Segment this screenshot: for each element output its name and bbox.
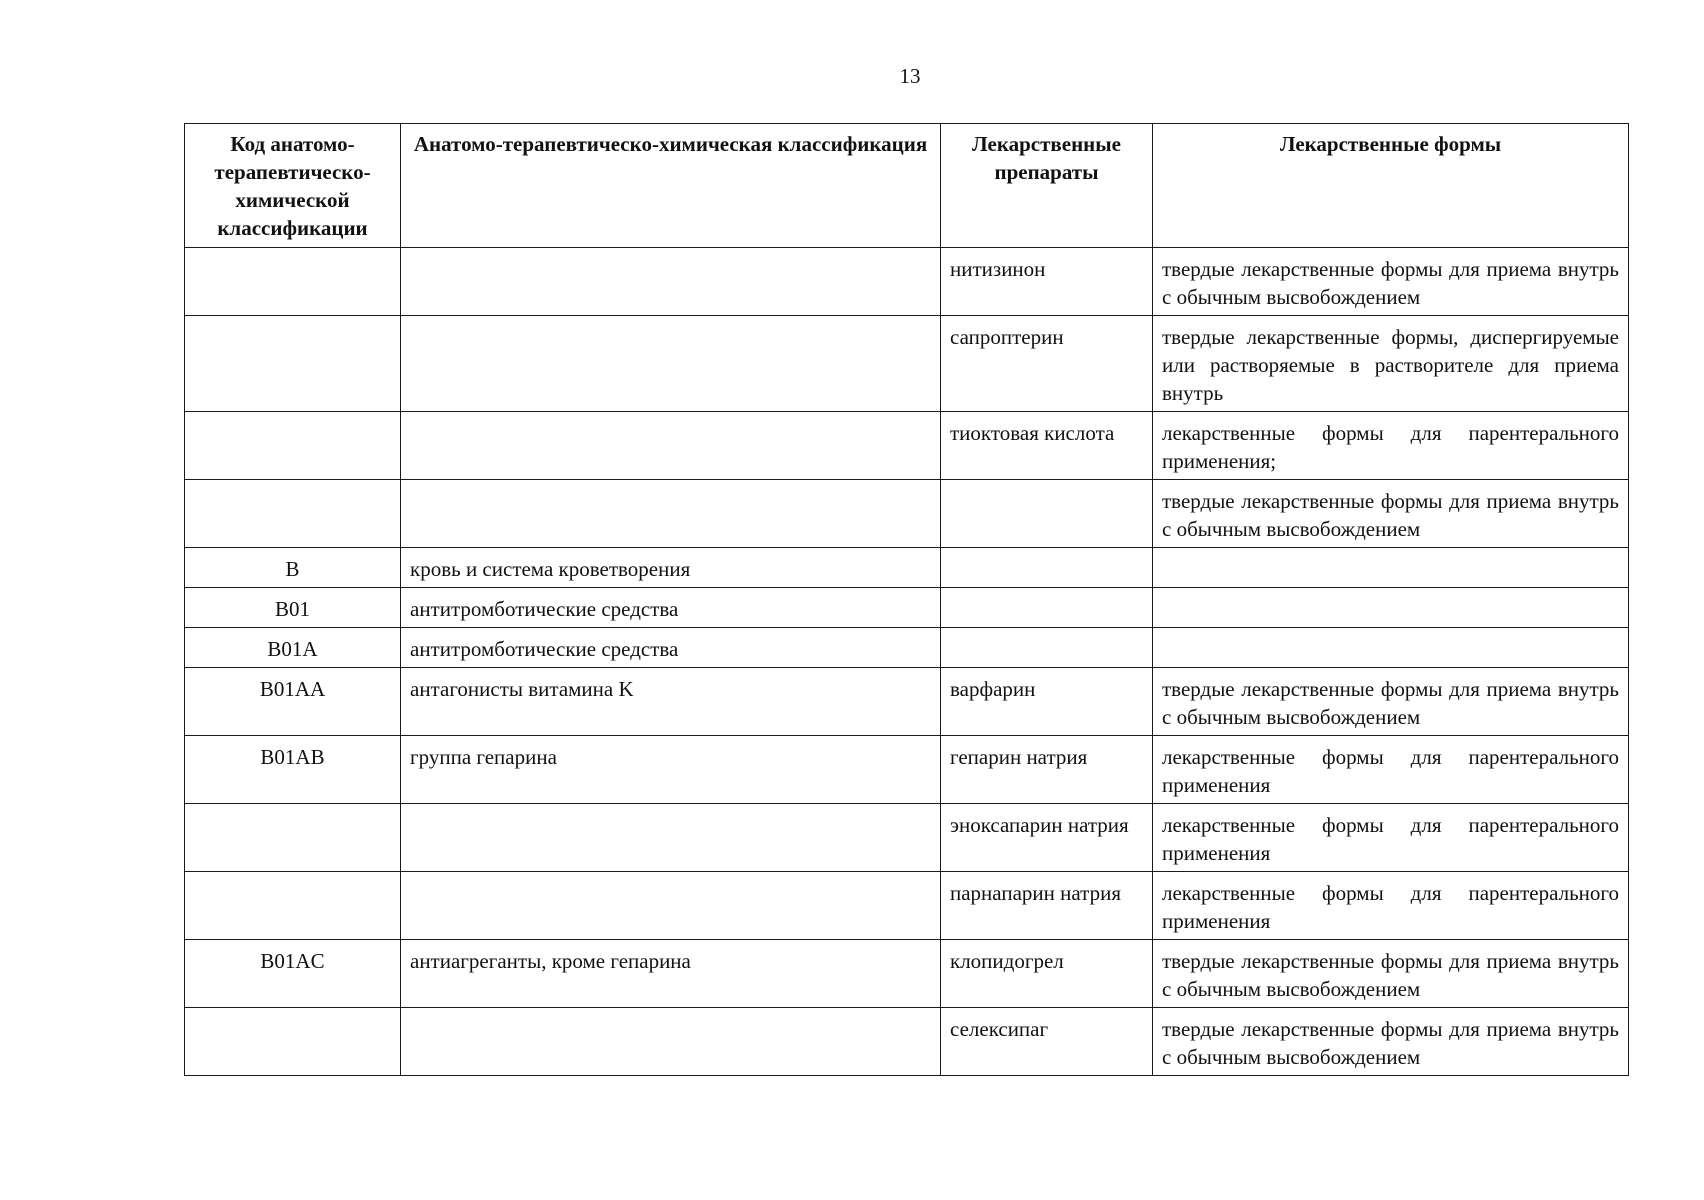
cell-classification [401, 248, 941, 316]
page-number: 13 [899, 64, 921, 88]
cell-form: твердые лекарственные формы для приема внутрь с обычным высвобождением [1153, 940, 1629, 1008]
cell-classification: кровь и система кроветворения [401, 548, 941, 588]
table-row [185, 480, 1629, 548]
cell-drug: варфарин [941, 668, 1153, 736]
table-row [185, 804, 1629, 872]
cell-form: лекарственные формы для парентерального применения [1153, 872, 1629, 940]
cell-code: B01AC [185, 940, 401, 1008]
cell-form [1153, 628, 1629, 668]
cell-classification: антитромботические средства [401, 588, 941, 628]
table-header-row [185, 124, 1629, 248]
header-classification: Анатомо-терапевтическо-химическая классификация [401, 124, 941, 248]
cell-drug: тиоктовая кислота [941, 412, 1153, 480]
cell-drug: селексипаг [941, 1008, 1153, 1076]
cell-classification [401, 316, 941, 412]
cell-drug [941, 628, 1153, 668]
cell-form [1153, 588, 1629, 628]
cell-code [185, 248, 401, 316]
table-row [185, 588, 1629, 628]
table-row [185, 412, 1629, 480]
table-row [185, 248, 1629, 316]
cell-code: B [185, 548, 401, 588]
table-row [185, 736, 1629, 804]
cell-code [185, 480, 401, 548]
cell-code: B01 [185, 588, 401, 628]
cell-classification: антагонисты витамина K [401, 668, 941, 736]
cell-drug: гепарин натрия [941, 736, 1153, 804]
table-row [185, 548, 1629, 588]
cell-classification: антитромботические средства [401, 628, 941, 668]
cell-code [185, 412, 401, 480]
cell-classification [401, 480, 941, 548]
cell-code: B01A [185, 628, 401, 668]
cell-drug: клопидогрел [941, 940, 1153, 1008]
cell-drug [941, 480, 1153, 548]
table-row [185, 628, 1629, 668]
table-row [185, 316, 1629, 412]
cell-drug: парнапарин натрия [941, 872, 1153, 940]
header-forms: Лекарственные формы [1153, 124, 1629, 248]
cell-form: твердые лекарственные формы для приема внутрь с обычным высвобождением [1153, 248, 1629, 316]
cell-form: твердые лекарственные формы, диспергируемые или растворяемые в растворителе для приема внутрь [1153, 316, 1629, 412]
table-row [185, 668, 1629, 736]
cell-classification [401, 412, 941, 480]
cell-code [185, 1008, 401, 1076]
cell-form: лекарственные формы для парентерального применения [1153, 736, 1629, 804]
cell-form: твердые лекарственные формы для приема внутрь с обычным высвобождением [1153, 1008, 1629, 1076]
cell-code [185, 872, 401, 940]
header-code: Код анатомо-терапевтическо-химической классификации [185, 124, 401, 248]
cell-form: лекарственные формы для парентерального применения [1153, 804, 1629, 872]
table-row [185, 940, 1629, 1008]
cell-form: твердые лекарственные формы для приема внутрь с обычным высвобождением [1153, 668, 1629, 736]
cell-drug [941, 548, 1153, 588]
cell-drug: нитизинон [941, 248, 1153, 316]
table-row [185, 872, 1629, 940]
cell-classification: антиагреганты, кроме гепарина [401, 940, 941, 1008]
cell-form [1153, 548, 1629, 588]
cell-code [185, 804, 401, 872]
atc-table [184, 123, 1629, 1076]
cell-drug [941, 588, 1153, 628]
cell-classification [401, 872, 941, 940]
cell-classification [401, 804, 941, 872]
cell-code: B01AA [185, 668, 401, 736]
cell-drug: эноксапарин натрия [941, 804, 1153, 872]
cell-code: B01AB [185, 736, 401, 804]
cell-form: твердые лекарственные формы для приема внутрь с обычным высвобождением [1153, 480, 1629, 548]
cell-classification: группа гепарина [401, 736, 941, 804]
table-row [185, 1008, 1629, 1076]
cell-form: лекарственные формы для парентерального применения; [1153, 412, 1629, 480]
cell-code [185, 316, 401, 412]
cell-drug: сапроптерин [941, 316, 1153, 412]
cell-classification [401, 1008, 941, 1076]
header-drugs: Лекарственные препараты [941, 124, 1153, 248]
